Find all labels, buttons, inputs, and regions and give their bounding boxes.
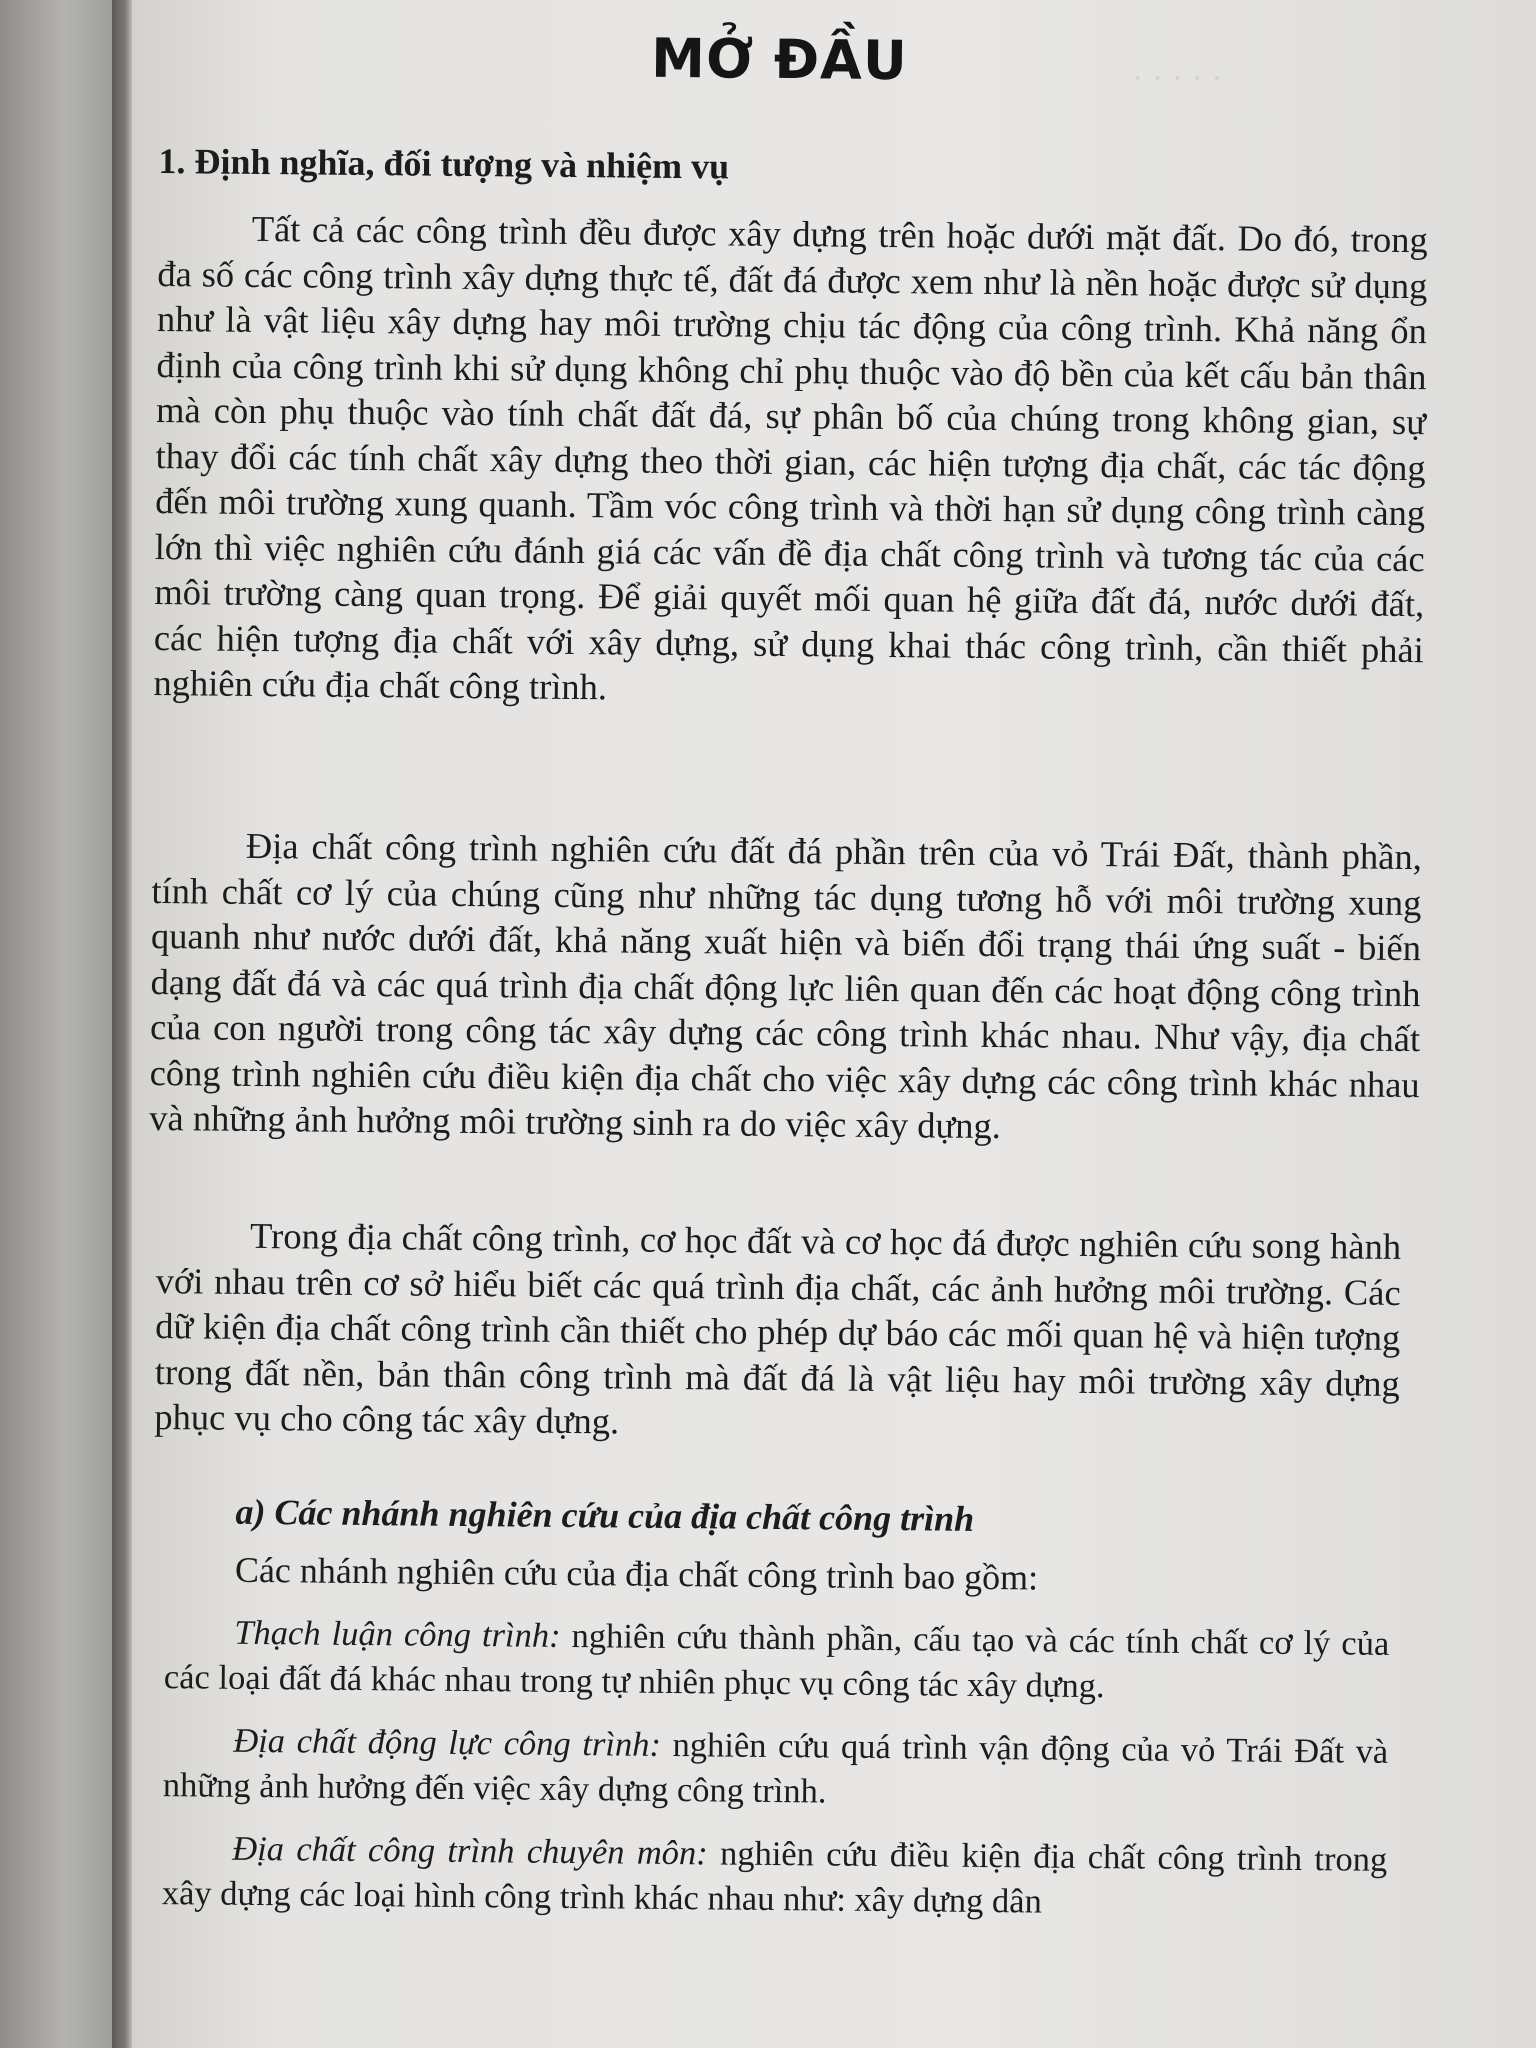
section-heading: 1. Định nghĩa, đối tượng và nhiệm vụ: [158, 140, 730, 187]
book-page: [132, 0, 1536, 2048]
paragraph-1: Tất cả các công trình đều được xây dựng trên hoặc dưới mặt đất. Do đó, trong đa số các công trình xây dựng thực tế, đất đá được xem như là nền hoặc được sử dụng như là vật liệu xây dựng hay môi trường chịu tác động của công trình. Khả năng ổn định của công trình khi sử dụng không chỉ phụ thuộc vào độ bền của kết cấu bản thân mà còn phụ thuộc vào tính chất đất đá, sự phân bố của chúng trong không gian, sự thay đổi các tính chất xây dựng theo thời gian, các hiện tượng địa chất, các tác động đến môi trường xung quanh. Tầm vóc công trình và thời hạn sử dụng công trình càng lớn thì việc nghiên cứu đánh giá các vấn đề địa chất công trình và tương tác của các môi trường càng quan trọng. Để giải quyết mối quan hệ giữa đất đá, nước dưới đất, các hiện tượng địa chất với xây dựng, sử dụng khai thác công trình, cần thiết phải nghiên cứu địa chất công trình.: [153, 207, 1428, 708]
paragraph-3: Trong địa chất công trình, cơ học đất và cơ học đá được nghiên cứu song hành với nhau trên cơ sở hiểu biết các quá trình địa chất, các ảnh hưởng môi trường. Các dữ kiện địa chất công trình cần thiết cho phép dự báo các mối quan hệ và hiện tượng trong đất nền, bản thân công trình mà đất đá là vật liệu hay môi trường xây dựng phục vụ cho công tác xây dựng.: [154, 1214, 1402, 1442]
paragraph-2: Địa chất công trình nghiên cứu đất đá phần trên của vỏ Trái Đất, thành phần, tính chất cơ lý của chúng cũng như những tác dụng tương hỗ với môi trường xung quanh như nước dưới đất, khả năng xuất hiện và biến đổi trạng thái ứng suất - biến dạng đất đá và các quá trình địa chất động lực liên quan đến các hoạt động công trình của con người trong công tác xây dựng các công trình khác nhau. Như vậy, địa chất công trình nghiên cứu điều kiện địa chất cho việc xây dựng các công trình khác nhau và những ảnh hưởng môi trường sinh ra do việc xây dựng.: [149, 824, 1423, 1147]
page-content: [149, 0, 1460, 1921]
branch-description: nghiên cứu quá trình vận động của vỏ Trái Đất và những ảnh hưởng đến việc xây dựng công trình.: [162, 1725, 1389, 1811]
branches-intro: Các nhánh nghiên cứu của địa chất công trình bao gồm:: [234, 1549, 1039, 1598]
branch-term: Địa chất công trình chuyên môn:: [232, 1829, 708, 1873]
branch-item: [162, 1826, 1388, 1928]
chapter-title: MỞ ĐẦU: [650, 26, 909, 93]
branch-term: Thạch luận công trình:: [234, 1613, 561, 1655]
branch-term: Địa chất động lực công trình:: [233, 1721, 662, 1764]
subsection-heading: a) Các nhánh nghiên cứu của địa chất công trình: [235, 1491, 975, 1539]
branch-description: nghiên cứu điều kiện địa chất công trình trong xây dựng các loại hình công trình khác nhau như: xây dựng dân: [161, 1834, 1388, 1921]
show-through-text: · · · · ·: [1132, 60, 1223, 97]
branch-item: [163, 1718, 1389, 1820]
facing-page-edge: [0, 0, 118, 2048]
branch-item: [164, 1610, 1390, 1712]
book-gutter: [112, 0, 134, 2048]
branch-description: nghiên cứu thành phần, cấu tạo và các tính chất cơ lý của các loại đất đá khác nhau trong tự nhiên phục vụ công tác xây dựng.: [163, 1616, 1390, 1706]
